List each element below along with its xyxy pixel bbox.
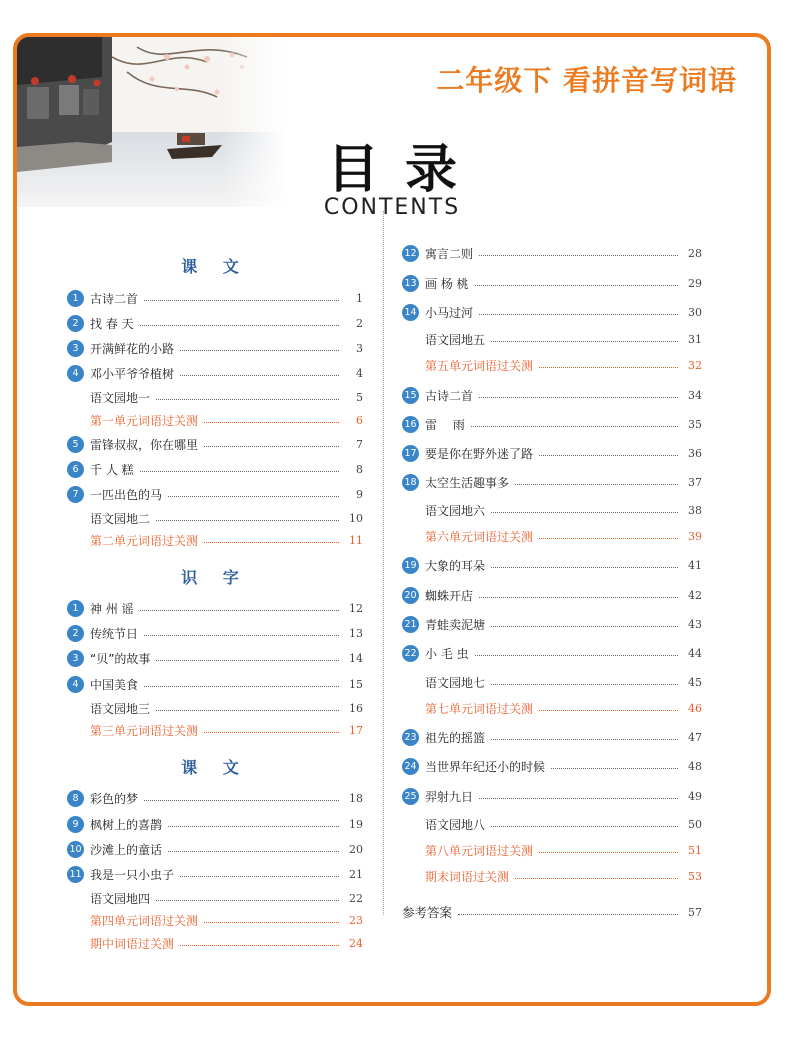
dot-leader bbox=[144, 800, 339, 801]
toc-entry-title: 大象的耳朵 bbox=[425, 558, 486, 573]
page-number: 21 bbox=[349, 867, 363, 881]
lesson-number-badge: 15 bbox=[402, 387, 419, 404]
page-number: 45 bbox=[688, 675, 702, 689]
dot-leader bbox=[491, 826, 678, 827]
page-number: 12 bbox=[349, 601, 363, 615]
lesson-number-badge: 21 bbox=[402, 616, 419, 633]
toc-entry-title: 蜘蛛开店 bbox=[425, 588, 474, 603]
lesson-number-badge: 12 bbox=[402, 245, 419, 262]
dot-leader bbox=[491, 739, 678, 740]
toc-entry[interactable] bbox=[67, 719, 363, 741]
dot-leader bbox=[479, 314, 678, 315]
dot-leader bbox=[204, 542, 339, 543]
toc-entry-title: 要是你在野外迷了路 bbox=[425, 446, 534, 461]
lesson-number-badge: 2 bbox=[67, 625, 84, 642]
lesson-number-badge: 7 bbox=[67, 486, 84, 503]
page-number: 42 bbox=[688, 588, 702, 602]
page-number: 57 bbox=[688, 905, 702, 919]
toc-entry-title: 神 州 谣 bbox=[90, 601, 134, 616]
toc-entry[interactable] bbox=[67, 909, 363, 931]
toc-entry[interactable] bbox=[402, 671, 702, 693]
toc-entry[interactable] bbox=[67, 622, 363, 644]
toc-entry-title: 羿射九日 bbox=[425, 789, 474, 804]
toc-entry[interactable] bbox=[402, 471, 702, 493]
toc-entry[interactable] bbox=[67, 647, 363, 669]
toc-entry[interactable] bbox=[402, 865, 702, 887]
dot-leader bbox=[168, 496, 339, 497]
toc-entry[interactable] bbox=[67, 312, 363, 334]
toc-entry[interactable] bbox=[402, 242, 702, 264]
page-number: 31 bbox=[688, 332, 702, 346]
toc-entry-title: 第六单元词语过关测 bbox=[425, 529, 534, 544]
toc-entry[interactable] bbox=[67, 932, 363, 954]
toc-entry[interactable] bbox=[67, 433, 363, 455]
lesson-number-badge: 3 bbox=[67, 340, 84, 357]
toc-entry[interactable] bbox=[67, 409, 363, 431]
section-heading: 识 字 bbox=[181, 568, 249, 587]
toc-entry-title: 第七单元词语过关测 bbox=[425, 701, 534, 716]
toc-entry[interactable] bbox=[402, 584, 702, 606]
dot-leader bbox=[491, 341, 678, 342]
lesson-number-badge: 17 bbox=[402, 445, 419, 462]
dot-leader bbox=[180, 945, 339, 946]
toc-entry-title: 寓言二则 bbox=[425, 246, 474, 261]
dot-leader bbox=[458, 914, 678, 915]
toc-entry[interactable] bbox=[402, 726, 702, 748]
page-number: 37 bbox=[688, 475, 702, 489]
toc-entry[interactable] bbox=[402, 697, 702, 719]
page-number: 19 bbox=[349, 817, 363, 831]
toc-entry-title: 雷 雨 bbox=[425, 417, 465, 432]
page-number: 29 bbox=[688, 276, 702, 290]
page-number: 18 bbox=[349, 791, 363, 805]
page-title: 目录 bbox=[326, 139, 483, 200]
toc-entry-title: 参考答案 bbox=[402, 905, 453, 920]
dot-leader bbox=[204, 422, 339, 423]
toc-entry-title: 千 人 糕 bbox=[90, 462, 134, 477]
toc-entry-title: 古诗二首 bbox=[90, 291, 139, 306]
toc-entry[interactable] bbox=[402, 499, 702, 521]
dot-leader bbox=[515, 878, 678, 879]
toc-entry-title: 语文园地四 bbox=[90, 891, 151, 906]
toc-entry-title: 小马过河 bbox=[425, 305, 474, 320]
toc-entry-title: 语文园地一 bbox=[90, 390, 151, 405]
toc-entry-title: 邓小平爷爷植树 bbox=[90, 366, 175, 381]
dot-leader bbox=[144, 686, 339, 687]
toc-entry[interactable] bbox=[402, 839, 702, 861]
page-number: 17 bbox=[349, 723, 363, 737]
dot-leader bbox=[491, 567, 678, 568]
page-number: 43 bbox=[688, 617, 702, 631]
dot-leader bbox=[539, 852, 678, 853]
toc-entry-title: 语文园地七 bbox=[425, 675, 486, 690]
toc-entry-title: 第五单元词语过关测 bbox=[425, 358, 534, 373]
dot-leader bbox=[204, 922, 339, 923]
toc-entry[interactable] bbox=[402, 813, 702, 835]
toc-entry-title: 中国美食 bbox=[90, 677, 139, 692]
lesson-number-badge: 9 bbox=[67, 816, 84, 833]
toc-entry-title: 开满鲜花的小路 bbox=[90, 341, 175, 356]
dot-leader bbox=[168, 826, 339, 827]
dot-leader bbox=[140, 471, 339, 472]
lesson-number-badge: 25 bbox=[402, 788, 419, 805]
page-number: 24 bbox=[349, 936, 363, 950]
toc-entry[interactable] bbox=[67, 787, 363, 809]
toc-entry-title: “贝”的故事 bbox=[90, 651, 151, 666]
page-number: 49 bbox=[688, 789, 702, 803]
dot-leader bbox=[539, 710, 678, 711]
toc-entry-title: 语文园地六 bbox=[425, 503, 486, 518]
page-number: 38 bbox=[688, 503, 702, 517]
dot-leader bbox=[539, 367, 678, 368]
page-number: 39 bbox=[688, 529, 702, 543]
toc-entry-title: 小 毛 虫 bbox=[425, 646, 469, 661]
dot-leader bbox=[491, 512, 678, 513]
page-number: 14 bbox=[349, 651, 363, 665]
toc-entry[interactable] bbox=[402, 613, 702, 635]
toc-entry[interactable] bbox=[67, 838, 363, 860]
dot-leader bbox=[144, 300, 339, 301]
page-number: 51 bbox=[688, 843, 702, 857]
toc-entry[interactable] bbox=[67, 529, 363, 551]
toc-entry-title: 一匹出色的马 bbox=[90, 487, 163, 502]
toc-entry-title: 语文园地五 bbox=[425, 332, 486, 347]
page-number: 50 bbox=[688, 817, 702, 831]
toc-entry-title: 我是一只小虫子 bbox=[90, 867, 175, 882]
page-number: 4 bbox=[356, 366, 363, 380]
toc-entry-title: 古诗二首 bbox=[425, 388, 474, 403]
brand-title: 二年级下 看拼音写词语 bbox=[436, 64, 737, 97]
toc-entry[interactable] bbox=[67, 507, 363, 529]
lesson-number-badge: 16 bbox=[402, 416, 419, 433]
toc-entry[interactable] bbox=[402, 785, 702, 807]
section-heading: 课 文 bbox=[181, 758, 249, 777]
lesson-number-badge: 10 bbox=[67, 841, 84, 858]
page-number: 2 bbox=[356, 316, 363, 330]
toc-entry[interactable] bbox=[402, 413, 702, 435]
page-subtitle: CONTENTS bbox=[323, 195, 461, 220]
dot-leader bbox=[140, 325, 339, 326]
toc-entry-title: 第一单元词语过关测 bbox=[90, 413, 199, 428]
toc-entry-title: 枫树上的喜鹊 bbox=[90, 817, 163, 832]
toc-entry[interactable] bbox=[67, 863, 363, 885]
page-number: 3 bbox=[356, 341, 363, 355]
dot-leader bbox=[156, 710, 339, 711]
toc-entry-title: 当世界年纪还小的时候 bbox=[425, 759, 546, 774]
toc-entry[interactable] bbox=[402, 354, 702, 376]
lesson-number-badge: 4 bbox=[67, 365, 84, 382]
toc-entry[interactable] bbox=[67, 386, 363, 408]
lesson-number-badge: 13 bbox=[402, 275, 419, 292]
toc-entry-title: 祖先的摇篮 bbox=[425, 730, 486, 745]
page-number: 10 bbox=[349, 511, 363, 525]
toc-entry-title: 期末词语过关测 bbox=[425, 869, 510, 884]
dot-leader bbox=[479, 397, 678, 398]
page-number: 44 bbox=[688, 646, 702, 660]
toc-entry[interactable] bbox=[402, 525, 702, 547]
toc-entry[interactable] bbox=[402, 642, 702, 664]
toc-entry[interactable] bbox=[67, 337, 363, 359]
toc-entry[interactable] bbox=[402, 554, 702, 576]
toc-entry-title: 第二单元词语过关测 bbox=[90, 533, 199, 548]
lesson-number-badge: 3 bbox=[67, 650, 84, 667]
column-divider bbox=[383, 211, 384, 915]
toc-entry-title: 沙滩上的童话 bbox=[90, 842, 163, 857]
toc-entry-title: 找 春 天 bbox=[90, 316, 134, 331]
page-number: 7 bbox=[356, 437, 363, 451]
toc-entry-title: 期中词语过关测 bbox=[90, 936, 175, 951]
toc-entry[interactable] bbox=[67, 673, 363, 695]
dot-leader bbox=[551, 768, 678, 769]
dot-leader bbox=[475, 285, 678, 286]
lesson-number-badge: 1 bbox=[67, 290, 84, 307]
page-number: 30 bbox=[688, 305, 702, 319]
toc-entry-title: 第三单元词语过关测 bbox=[90, 723, 199, 738]
page-number: 41 bbox=[688, 558, 702, 572]
toc-entry-title: 青蛙卖泥塘 bbox=[425, 617, 486, 632]
page-number: 32 bbox=[688, 358, 702, 372]
toc-entry[interactable] bbox=[402, 755, 702, 777]
toc-entry[interactable] bbox=[67, 697, 363, 719]
toc-entry[interactable] bbox=[402, 442, 702, 464]
toc-entry-title: 第四单元词语过关测 bbox=[90, 913, 199, 928]
page-number: 5 bbox=[356, 390, 363, 404]
toc-entry-title: 第八单元词语过关测 bbox=[425, 843, 534, 858]
toc-entry-title: 画 杨 桃 bbox=[425, 276, 469, 291]
toc-entry-title: 传统节日 bbox=[90, 626, 139, 641]
lesson-number-badge: 1 bbox=[67, 600, 84, 617]
toc-entry[interactable] bbox=[67, 287, 363, 309]
toc-entry[interactable] bbox=[67, 887, 363, 909]
toc-entry-title: 雷锋叔叔，你在哪里 bbox=[90, 437, 199, 452]
toc-entry-title: 太空生活趣事多 bbox=[425, 475, 510, 490]
toc-entry[interactable] bbox=[402, 272, 702, 294]
dot-leader bbox=[180, 876, 339, 877]
page-number: 48 bbox=[688, 759, 702, 773]
toc-entry[interactable] bbox=[67, 362, 363, 384]
toc-entry-title: 语文园地三 bbox=[90, 701, 151, 716]
toc-entry[interactable] bbox=[402, 901, 702, 923]
page-number: 6 bbox=[356, 413, 363, 427]
lesson-number-badge: 11 bbox=[67, 866, 84, 883]
page-number: 53 bbox=[688, 869, 702, 883]
page-number: 1 bbox=[356, 291, 363, 305]
dot-leader bbox=[204, 446, 339, 447]
page-number: 35 bbox=[688, 417, 702, 431]
dot-leader bbox=[539, 538, 678, 539]
lesson-number-badge: 20 bbox=[402, 587, 419, 604]
lesson-number-badge: 14 bbox=[402, 304, 419, 321]
lesson-number-badge: 2 bbox=[67, 315, 84, 332]
dot-leader bbox=[156, 660, 339, 661]
dot-leader bbox=[144, 635, 339, 636]
page-number: 16 bbox=[349, 701, 363, 715]
lesson-number-badge: 4 bbox=[67, 676, 84, 693]
page-number: 47 bbox=[688, 730, 702, 744]
page-number: 46 bbox=[688, 701, 702, 715]
toc-entry[interactable] bbox=[402, 384, 702, 406]
lesson-number-badge: 18 bbox=[402, 474, 419, 491]
dot-leader bbox=[475, 655, 678, 656]
lesson-number-badge: 19 bbox=[402, 557, 419, 574]
dot-leader bbox=[156, 520, 339, 521]
lesson-number-badge: 24 bbox=[402, 758, 419, 775]
page-number: 28 bbox=[688, 246, 702, 260]
page-number: 34 bbox=[688, 388, 702, 402]
toc-entry[interactable] bbox=[67, 458, 363, 480]
lesson-number-badge: 23 bbox=[402, 729, 419, 746]
page-number: 23 bbox=[349, 913, 363, 927]
dot-leader bbox=[168, 851, 339, 852]
dot-leader bbox=[204, 732, 339, 733]
lesson-number-badge: 6 bbox=[67, 461, 84, 478]
toc-entry[interactable] bbox=[402, 328, 702, 350]
page-number: 11 bbox=[349, 533, 363, 547]
toc-entry[interactable] bbox=[67, 483, 363, 505]
dot-leader bbox=[156, 399, 339, 400]
page-number: 8 bbox=[356, 462, 363, 476]
page-number: 22 bbox=[349, 891, 363, 905]
toc-entry[interactable] bbox=[402, 301, 702, 323]
section-heading: 课 文 bbox=[181, 257, 249, 276]
toc-entry-title: 语文园地二 bbox=[90, 511, 151, 526]
page-number: 15 bbox=[349, 677, 363, 691]
lesson-number-badge: 22 bbox=[402, 645, 419, 662]
dot-leader bbox=[180, 350, 339, 351]
page-number: 13 bbox=[349, 626, 363, 640]
dot-leader bbox=[515, 484, 678, 485]
page-number: 9 bbox=[356, 487, 363, 501]
dot-leader bbox=[471, 426, 678, 427]
dot-leader bbox=[180, 375, 339, 376]
dot-leader bbox=[539, 455, 678, 456]
dot-leader bbox=[479, 255, 678, 256]
page-number: 20 bbox=[349, 842, 363, 856]
dot-leader bbox=[156, 900, 339, 901]
lesson-number-badge: 8 bbox=[67, 790, 84, 807]
dot-leader bbox=[140, 610, 339, 611]
page-number: 36 bbox=[688, 446, 702, 460]
dot-leader bbox=[491, 684, 678, 685]
dot-leader bbox=[479, 798, 678, 799]
toc-entry[interactable] bbox=[67, 597, 363, 619]
dot-leader bbox=[491, 626, 678, 627]
dot-leader bbox=[479, 597, 678, 598]
toc-entry[interactable] bbox=[67, 813, 363, 835]
lesson-number-badge: 5 bbox=[67, 436, 84, 453]
toc-entry-title: 彩色的梦 bbox=[90, 791, 139, 806]
toc-entry-title: 语文园地八 bbox=[425, 817, 486, 832]
